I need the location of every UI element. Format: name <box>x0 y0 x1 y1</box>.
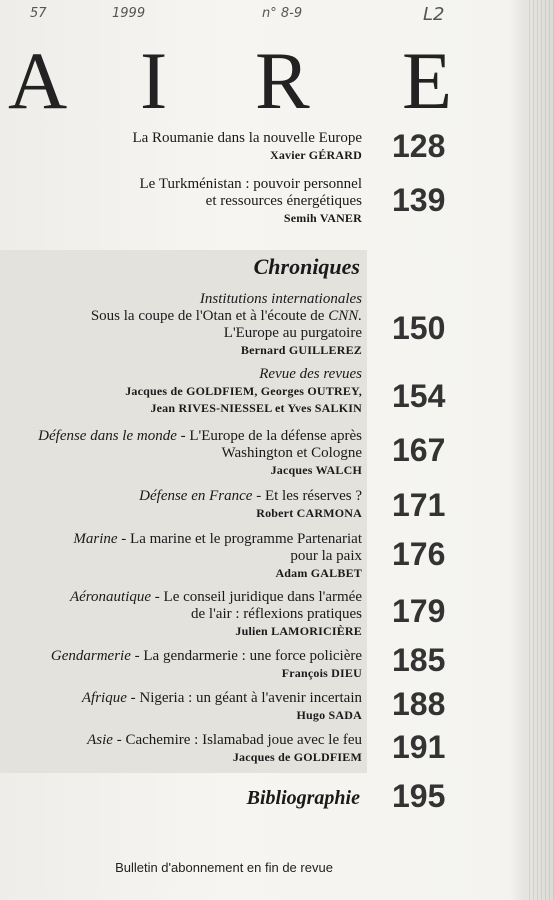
masthead <box>0 35 554 126</box>
handwritten-note-ref: L2 <box>423 4 445 25</box>
section-heading-bibliographie: Bibliographie <box>246 787 360 809</box>
entry-title-italic: CNN. <box>328 308 362 324</box>
toc-entry <box>0 648 362 682</box>
entry-author-line: Jacques de GOLDFIEM, Georges OUTREY, <box>125 384 362 398</box>
page-number: 191 <box>392 729 446 765</box>
entry-rubric: Asie <box>87 732 113 748</box>
toc-entry <box>0 531 362 582</box>
entry-author: Julien LAMORICIÈRE <box>235 624 362 638</box>
toc-entry <box>0 732 362 766</box>
entry-author: François DIEU <box>281 666 362 680</box>
entry-title-line: - Nigeria : un géant à l'avenir incertain <box>126 690 362 706</box>
entry-rubric: Institutions internationales <box>199 291 362 307</box>
page-number: 188 <box>392 686 446 722</box>
toc-entry <box>0 589 362 640</box>
toc-entry <box>0 690 362 724</box>
masthead-letter-i: I <box>140 35 168 126</box>
toc-entry <box>0 291 362 359</box>
entry-title-line: de l'air : réflexions pratiques <box>191 606 362 622</box>
entry-author: Xavier GÉRARD <box>269 148 362 162</box>
footer-text: Bulletin d'abonnement en fin de revue <box>115 860 333 875</box>
page-number: 139 <box>392 182 446 218</box>
entry-author: Semih VANER <box>283 211 362 225</box>
toc-entry <box>0 130 362 164</box>
entry-title-line: Washington et Cologne <box>221 445 362 461</box>
entry-rubric: Gendarmerie <box>50 648 131 664</box>
footer-note <box>0 860 554 875</box>
page-number: 167 <box>392 432 446 468</box>
entry-title-line: - Le conseil juridique dans l'armée <box>151 589 362 605</box>
page-number: 128 <box>392 128 446 164</box>
entry-title-line: Le Turkménistan : pouvoir personnel <box>139 176 362 192</box>
handwritten-note-left: 57 <box>30 6 47 21</box>
entry-rubric: Aéronautique <box>69 589 152 605</box>
toc-entry <box>0 366 362 417</box>
toc-entry <box>0 428 362 479</box>
entry-title: La Roumanie dans la nouvelle Europe <box>132 130 362 146</box>
toc-entry <box>0 176 362 227</box>
masthead-letter-e: E <box>402 35 453 126</box>
page-number: 171 <box>392 487 446 523</box>
entry-rubric: Défense en France <box>139 488 253 504</box>
handwritten-note-issue: n° 8-9 <box>262 6 303 21</box>
entry-title-line: Sous la coupe de l'Otan et à l'écoute de <box>90 308 329 324</box>
entry-author: Jacques de GOLDFIEM <box>232 750 362 764</box>
entry-title-line: pour la paix <box>290 548 362 564</box>
entry-rubric: Afrique <box>81 690 127 706</box>
entry-author: Adam GALBET <box>275 566 362 580</box>
section-heading-chroniques: Chroniques <box>253 254 360 279</box>
entry-author: Bernard GUILLEREZ <box>240 343 362 357</box>
page-number: 179 <box>392 593 446 629</box>
entry-title-line: - L'Europe de la défense après <box>176 428 362 444</box>
page-number: 176 <box>392 536 446 572</box>
handwritten-note-year: 1999 <box>112 6 146 21</box>
entry-title-line: L'Europe au purgatoire <box>223 325 362 341</box>
page-number: 154 <box>392 378 446 414</box>
entry-title-line: - Et les réserves ? <box>252 488 362 504</box>
masthead-letter-a: A <box>8 35 68 126</box>
page-number: 185 <box>392 642 446 678</box>
page-edge <box>526 0 554 900</box>
entry-rubric: Défense dans le monde <box>38 428 177 444</box>
toc-entry <box>0 488 362 522</box>
entry-rubric: Revue des revues <box>259 366 362 382</box>
entry-title-line: - Cachemire : Islamabad joue avec le feu <box>112 732 362 748</box>
entry-author: Robert CARMONA <box>256 506 362 520</box>
page-number: 195 <box>392 778 446 814</box>
entry-title-line: et ressources énergétiques <box>205 193 362 209</box>
masthead-letter-r: R <box>255 35 310 126</box>
entry-author-line: Jean RIVES-NIESSEL et Yves SALKIN <box>150 401 362 415</box>
entry-rubric: Marine <box>73 531 118 547</box>
entry-title-line: - La gendarmerie : une force policière <box>130 648 362 664</box>
entry-author: Jacques WALCH <box>270 463 362 477</box>
entry-title-line: - La marine et le programme Partenariat <box>117 531 362 547</box>
entry-author: Hugo SADA <box>296 708 362 722</box>
page-number: 150 <box>392 310 446 346</box>
